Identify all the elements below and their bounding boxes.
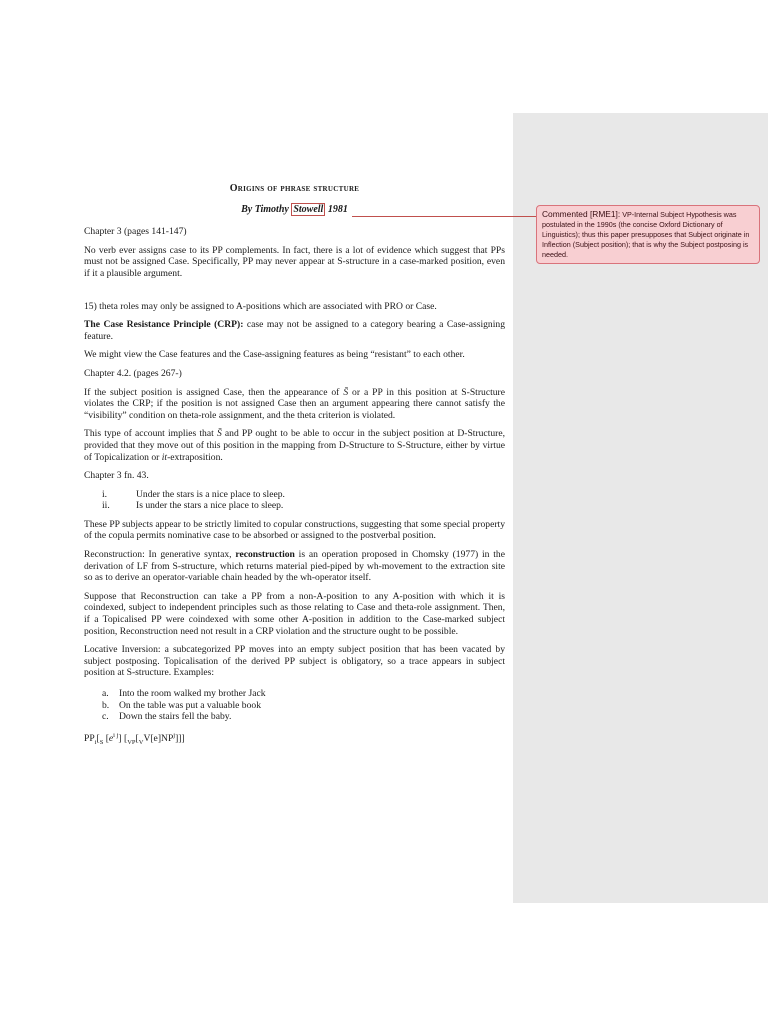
comment-balloon[interactable] [536, 205, 760, 264]
list-item [84, 489, 505, 501]
text-run: If the subject position is assigned Case, then the appearance of [84, 386, 344, 398]
example-text: Under the stars is a nice place to sleep. [136, 488, 285, 500]
paragraph: 15) theta roles may only be assigned to A-positions which are associated with PRO or Case. [84, 300, 437, 312]
example-number: c. [102, 711, 109, 723]
text-run: Reconstruction: In generative syntax, [84, 549, 236, 561]
bracket-formula: $PP_i[_S$ $[e^{i j}]$ $[_{VP}[_VV[e]NP^j]]$] [84, 731, 185, 746]
formula-index: j [173, 731, 176, 739]
chapter-heading: Chapter 3 (pages 141-147) [84, 226, 187, 238]
text-run: is an operation proposed in Chomsky (1977) in the derivation of LF from S-structure, which returns material pied-piped by wh-movement to the extraction site so as to derive an operator-variable chain headed by the wh-operator itself. [84, 549, 505, 584]
text-run: This type of account implies that [84, 428, 217, 440]
it-term: it [161, 451, 168, 463]
paragraph: No verb ever assigns case to its PP complements. In fact, there is a lot of evidence which suggest that PPs must not be assigned Case. Specifically, PP may never appear at S-structure in a case-marked position, even if it a plausible argument. [84, 244, 505, 279]
text-run: and PP ought to be able to occur in the subject position at D-Structure, provided that they move out of this position in the mapping from D-Structure to S-Structure, either by virtue of Topicalization or [84, 428, 506, 463]
list-item [84, 700, 505, 712]
comment-label: Commented [RME1]: [542, 209, 621, 219]
list-item [84, 711, 505, 723]
byline-prefix: By Timothy [241, 203, 292, 215]
text-run: -extraposition. [167, 451, 223, 463]
paragraph [84, 387, 505, 422]
comment-text: VP-Internal Subject Hypothesis was postulated in the 1990s (the concise Oxford Dictionary of Linguistics); thus this paper presupposes that Subject originate in Inflection (Subject position); that is why the Subject postposing is needed. [542, 210, 750, 259]
formula-e: e [108, 732, 114, 744]
paragraph: We might view the Case features and the Case-assigning features as being “resistant” to each other. [84, 349, 465, 361]
paragraph: These PP subjects appear to be strictly limited to copular constructions, suggesting that some special property of the copula permits nominative case to be absorbed or assigned to the postverbal position. [84, 518, 505, 542]
example-text: Into the room walked my brother Jack [119, 688, 266, 699]
crp-definition: case may not be assigned to a category bearing a Case-assigning feature. [84, 319, 505, 342]
formula-index: i j [113, 731, 119, 739]
document-body [84, 183, 505, 748]
formula-pp: PP [84, 732, 95, 744]
formula-index: i [94, 738, 97, 746]
example-list [84, 489, 505, 512]
formula-label: VP [127, 738, 136, 746]
s-bar-symbol: S̄ [216, 428, 222, 440]
paragraph [84, 319, 505, 342]
formula-v: V[e]NP [143, 732, 174, 744]
paragraph: Suppose that Reconstruction can take a PP from a non-A-position to any A-position with which it is coindexed, subject to independent principles such as those relating to Case and theta-role assignment. Then, if a Topicalised PP were coindexed with some other A-position in addition to the Case-marked subject position, Reconstruction need not result in a CRP violation and the structure ought to be possible. [84, 590, 505, 637]
example-number: a. [102, 688, 109, 699]
example-number: ii. [102, 500, 110, 512]
paragraph [84, 549, 505, 584]
paragraph: Locative Inversion: a subcategorized PP moves into an empty subject position that has been vacated by subject postposing. Topicalisation of the derived PP subject is obligatory, so a trace appears in subject position at S-structure. Examples: [84, 644, 505, 679]
comment-anchor-text[interactable]: Stowell [293, 203, 324, 215]
example-list [84, 688, 505, 723]
formula-end: ]]] [175, 732, 185, 744]
example-text: On the table was put a valuable book [119, 699, 261, 711]
crp-term: The Case Resistance Principle (CRP): [84, 319, 244, 331]
formula-label: V [138, 738, 144, 746]
byline [84, 204, 505, 216]
formula-label: S [99, 738, 104, 746]
chapter-heading: Chapter 4.2. (pages 267-) [84, 367, 182, 379]
list-item [84, 688, 505, 700]
byline-suffix: 1981 [325, 203, 348, 215]
document-title: Origins of phrase structure [229, 183, 360, 194]
example-number: b. [102, 699, 110, 711]
reconstruction-term: reconstruction [235, 549, 295, 561]
example-text: Is under the stars a nice place to sleep. [136, 500, 284, 512]
paragraph [84, 428, 505, 463]
text-run: or a PP in this position at S-Structure violates the CRP; if the position is not assigned Case then an argument appearing there cannot satisfy the “visibility” condition on theta-role assignment, and the theta criterion is violated. [84, 386, 505, 421]
list-item [84, 500, 505, 512]
chapter-heading: Chapter 3 fn. 43. [84, 470, 149, 482]
example-text: Down the stairs fell the baby. [119, 711, 232, 723]
example-number: i. [102, 488, 108, 500]
s-bar-symbol: S̄ [343, 386, 349, 398]
